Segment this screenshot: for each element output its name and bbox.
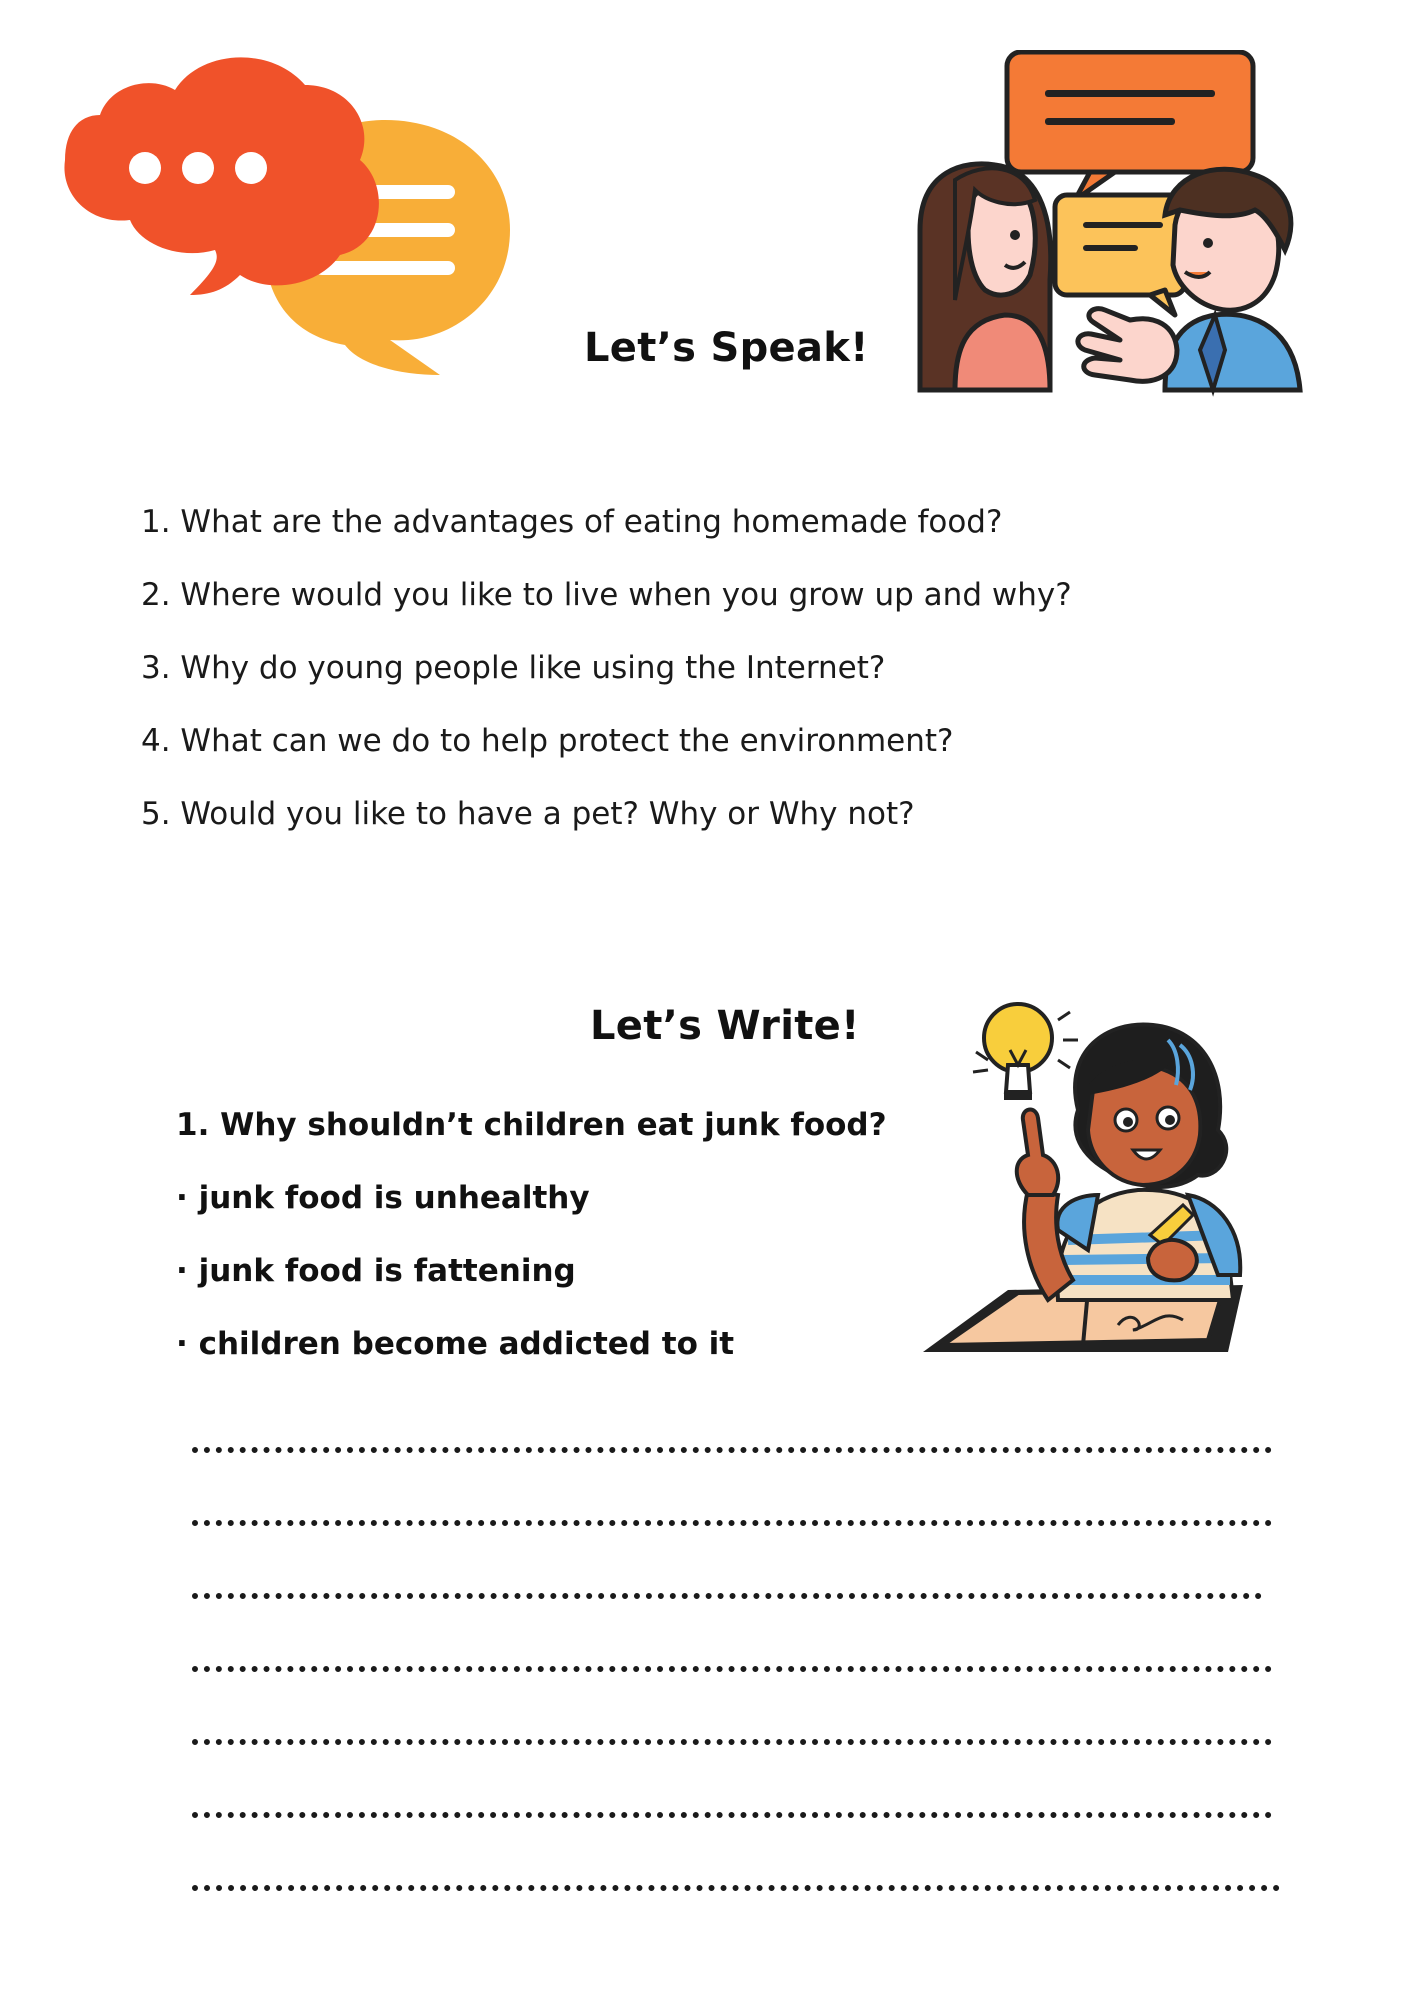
write-question: 1. Why shouldn’t children eat junk food? bbox=[176, 1107, 887, 1143]
speak-question-1: 1. What are the advantages of eating homemade food? bbox=[141, 504, 1003, 540]
answer-line[interactable] bbox=[192, 1666, 1272, 1672]
write-bullet-2: · junk food is fattening bbox=[176, 1253, 576, 1289]
write-bullet-3: · children become addicted to it bbox=[176, 1326, 735, 1362]
speak-question-5: 5. Would you like to have a pet? Why or Why not? bbox=[141, 796, 915, 832]
answer-line[interactable] bbox=[192, 1520, 1272, 1526]
answer-line[interactable] bbox=[192, 1885, 1280, 1891]
write-heading: Let’s Write! bbox=[590, 1003, 860, 1049]
speak-question-4: 4. What can we do to help protect the environment? bbox=[141, 723, 954, 759]
girl-writing-idea-illustration bbox=[918, 990, 1298, 1365]
speech-bubbles-icon bbox=[40, 45, 510, 385]
speak-question-3: 3. Why do young people like using the Internet? bbox=[141, 650, 886, 686]
answer-line[interactable] bbox=[192, 1739, 1272, 1745]
answer-line[interactable] bbox=[192, 1593, 1262, 1599]
speak-heading: Let’s Speak! bbox=[584, 325, 869, 371]
write-bullet-1: · junk food is unhealthy bbox=[176, 1180, 590, 1216]
answer-line[interactable] bbox=[192, 1447, 1272, 1453]
answer-line[interactable] bbox=[192, 1812, 1272, 1818]
two-people-talking-illustration bbox=[915, 50, 1305, 442]
speak-question-2: 2. Where would you like to live when you grow up and why? bbox=[141, 577, 1072, 613]
